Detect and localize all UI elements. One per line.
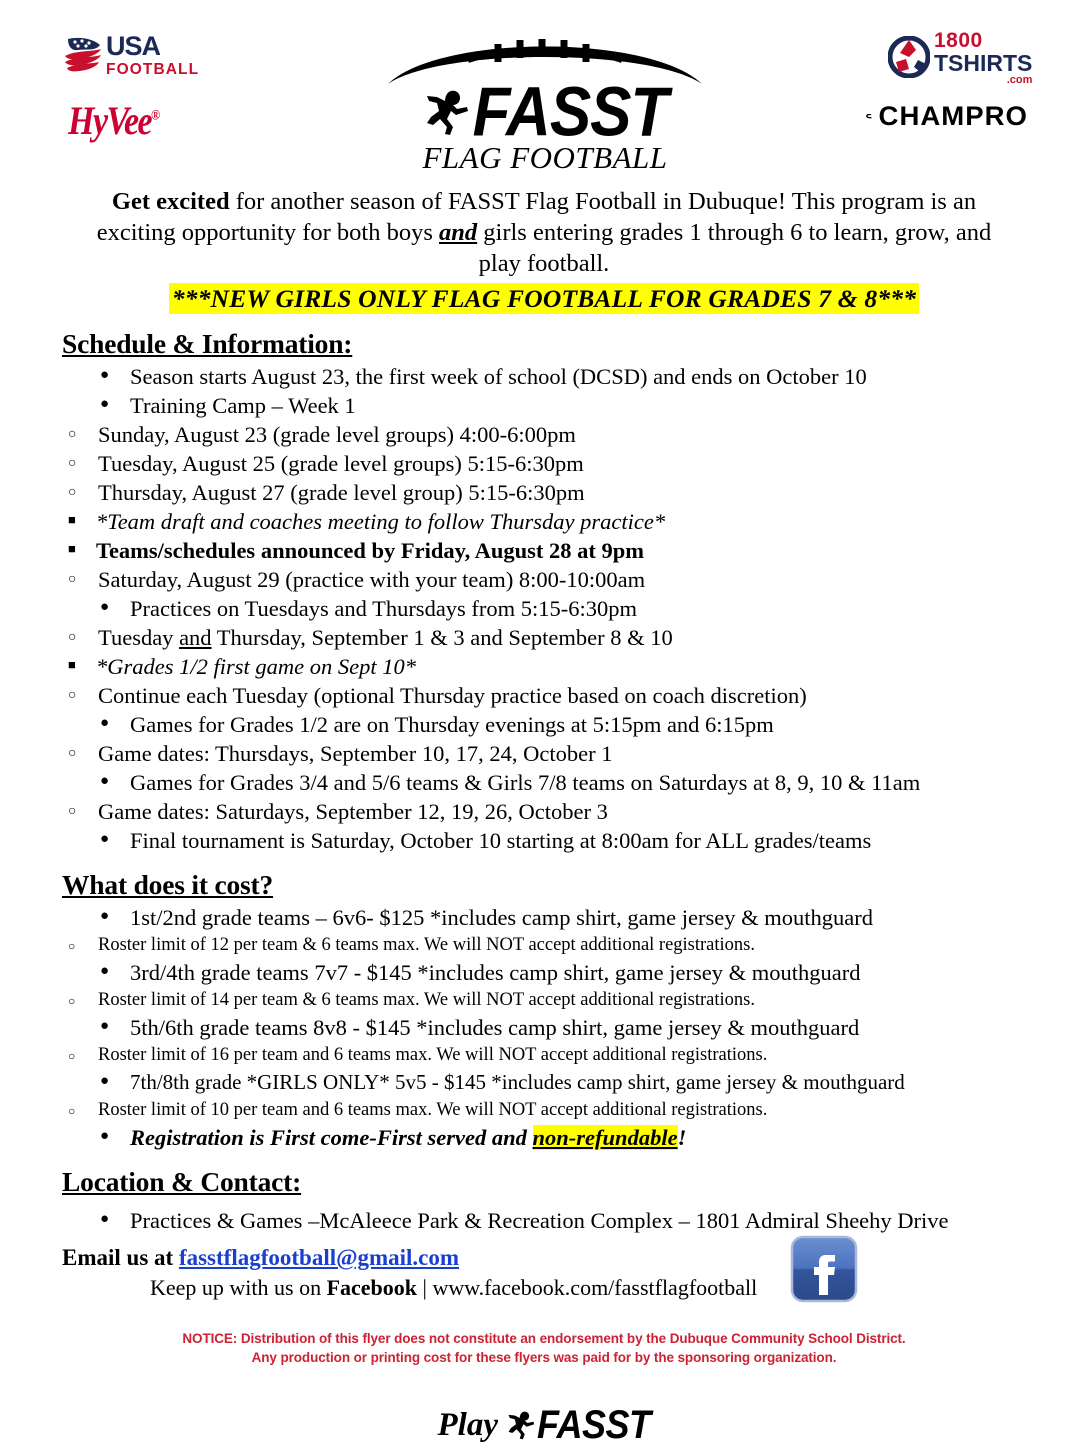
list-item [60,1097,1088,1123]
practice-location-item: ● Practices & Games –McAleece Park & Recreation Complex – 1801 Admiral Sheehy Drive [92,1206,1088,1235]
list-item [60,681,1088,710]
footer-play-fasst [0,1401,1088,1449]
contact-block [0,1243,1088,1303]
list-item-text: Practices on Tuesdays and Thursdays from 5:15-6:30pm [130,596,638,621]
list-item [60,449,1088,478]
list-item-text: Sunday, August 23 (grade level groups) 4:00-6:00pm [98,422,576,447]
list-item [60,478,1088,507]
list-item-text: Tuesday and Thursday, September 1 & 3 and September 8 & 10 [98,625,673,650]
fasst-tagline: FLAG FOOTBALL [422,140,668,175]
list-item [92,1013,1088,1042]
email-label: Email us at [62,1245,179,1270]
list-item [92,768,1088,797]
champro-logo [866,101,1026,131]
cost-heading: What does it cost? [62,869,274,900]
list-item-text: Game dates: Thursdays, September 10, 17, 24, October 1 [98,741,613,766]
list-item-text: 3rd/4th grade teams 7v7 - $145 *includes camp shirt, game jersey & mouthguard [130,960,861,985]
list-item-text: Roster limit of 16 per team and 6 teams max. We will NOT accept additional registrations. [98,1045,768,1065]
schedule-list [0,362,1088,855]
footer-player-silhouette-icon [506,1409,536,1442]
email-link[interactable]: fasstflagfootball@gmail.com [178,1245,460,1270]
flyer-header [0,0,1088,182]
list-item [92,1068,1088,1097]
list-item-text: *Team draft and coaches meeting to follow Thursday practice* [96,509,666,534]
registration-policy [92,1123,1088,1152]
list-item-text: Training Camp – Week 1 [130,393,356,418]
list-item [92,594,1088,623]
usa-football-subword: FOOTBALL [106,61,200,78]
list-item [92,903,1088,932]
list-item-text: Games for Grades 1/2 are on Thursday evenings at 5:15pm and 6:15pm [130,712,774,737]
girls-only-banner-text: ***NEW GIRLS ONLY FLAG FOOTBALL FOR GRADES 7 & 8*** [169,283,919,314]
list-item [60,420,1088,449]
fasst-logo [380,22,710,177]
list-item [60,623,1088,652]
list-item-text: Teams/schedules announced by Friday, August 28 at 9pm [96,538,645,563]
list-item [58,652,1088,681]
list-item-text: Game dates: Saturdays, September 12, 19, 26, October 3 [98,799,608,824]
intro-lead: Get excited [111,188,230,215]
list-item [60,797,1088,826]
email-line [62,1243,1088,1273]
champro-c-mark-icon [866,106,873,126]
list-item-text: Games for Grades 3/4 and 5/6 teams & Girls 7/8 teams on Saturdays at 8, 9, 10 & 11am [130,770,921,795]
tshirts-number: 1800 [934,29,983,52]
list-item-text: Saturday, August 29 (practice with your team) 8:00-10:00am [98,567,646,592]
schedule-heading: Schedule & Information: [62,328,353,359]
hyvee-word: HyVee [68,100,152,144]
list-item-text: 7th/8th grade *GIRLS ONLY* 5v5 - $145 *includes camp shirt, game jersey & mouthguard [130,1070,905,1094]
list-item [92,362,1088,391]
notice-line-2: Any production or printing cost for these flyers was paid for by the sponsoring organization. [251,1350,837,1365]
flyer-content [0,328,1088,1449]
list-item [60,565,1088,594]
tshirts-logo [888,29,1033,88]
champro-word: CHAMPRO [878,100,1028,131]
tshirts-word: TSHIRTS [934,50,1033,76]
facebook-url: | www.facebook.com/fasstflagfootball [417,1275,758,1300]
list-item [58,536,1088,565]
registration-suffix: ! [677,1125,687,1150]
hyvee-logo [68,100,159,145]
intro-emphasis: and [439,219,478,246]
footer-fasst-word: FASST [536,1401,651,1447]
list-item [92,710,1088,739]
cost-list [0,903,1088,1123]
notice-line-1: NOTICE: Distribution of this flyer does not constitute an endorsement by the Dubuque Community School District. [182,1331,906,1346]
hyvee-registered-mark: ® [151,106,159,124]
list-item-text: Roster limit of 12 per team & 6 teams max. We will NOT accept additional registrations. [98,935,755,955]
list-item [58,507,1088,536]
list-item [60,739,1088,768]
play-word: Play [437,1406,498,1443]
girls-only-banner [0,284,1088,314]
list-item [92,958,1088,987]
facebook-word: Facebook [326,1275,418,1300]
list-item-text: Final tournament is Saturday, October 10 starting at 8:00am for ALL grades/teams [130,828,872,853]
list-item-text: Thursday, August 27 (grade level group) 5:15-6:30pm [98,480,585,505]
notice-block [0,1329,1088,1367]
non-refundable-highlight: non-refundable [532,1125,678,1150]
football-player-silhouette-icon [423,87,471,139]
list-item-text: 1st/2nd grade teams – 6v6- $125 *includes camp shirt, game jersey & mouthguard [130,905,873,930]
registration-list [0,1123,1088,1152]
facebook-line [150,1273,1088,1303]
intro-text-part1: for another season of FASST Flag Football in Dubuque! This program is an exciting opportunity for both boys [96,188,977,246]
location-list [0,1206,1088,1235]
list-item [92,826,1088,855]
tshirts-domain: .com [1006,74,1033,86]
location-heading: Location & Contact: [62,1166,302,1197]
list-item-text: Roster limit of 14 per team & 6 teams max. We will NOT accept additional registrations. [98,990,755,1010]
usa-football-shield-icon [62,35,104,81]
list-item-text: Roster limit of 10 per team and 6 teams max. We will NOT accept additional registrations. [98,1100,768,1120]
list-item-text: Tuesday, August 25 (grade level groups) 5:15-6:30pm [98,451,584,476]
usa-football-logo [62,31,200,85]
list-item [92,391,1088,420]
registration-prefix: Registration is First come-First served and [130,1125,533,1150]
list-item-text: Continue each Tuesday (optional Thursday practice based on coach discretion) [98,683,807,708]
list-item [60,1042,1088,1068]
list-item [60,932,1088,958]
facebook-icon[interactable] [790,1235,858,1303]
list-item [60,987,1088,1013]
fasst-wordmark: FASST [472,73,668,152]
facebook-prefix: Keep up with us on [150,1275,327,1300]
list-item-text: Season starts August 23, the first week of school (DCSD) and ends on October 10 [130,364,867,389]
usa-football-word: USA [106,31,161,61]
list-item-text: *Grades 1/2 first game on Sept 10* [96,654,416,679]
intro-paragraph [74,182,1014,279]
intro-text-part2: girls entering grades 1 through 6 to learn, grow, and play football. [477,219,992,277]
tshirts-globe-icon [888,36,930,78]
list-item-text: 5th/6th grade teams 8v8 - $145 *includes camp shirt, game jersey & mouthguard [130,1015,860,1040]
